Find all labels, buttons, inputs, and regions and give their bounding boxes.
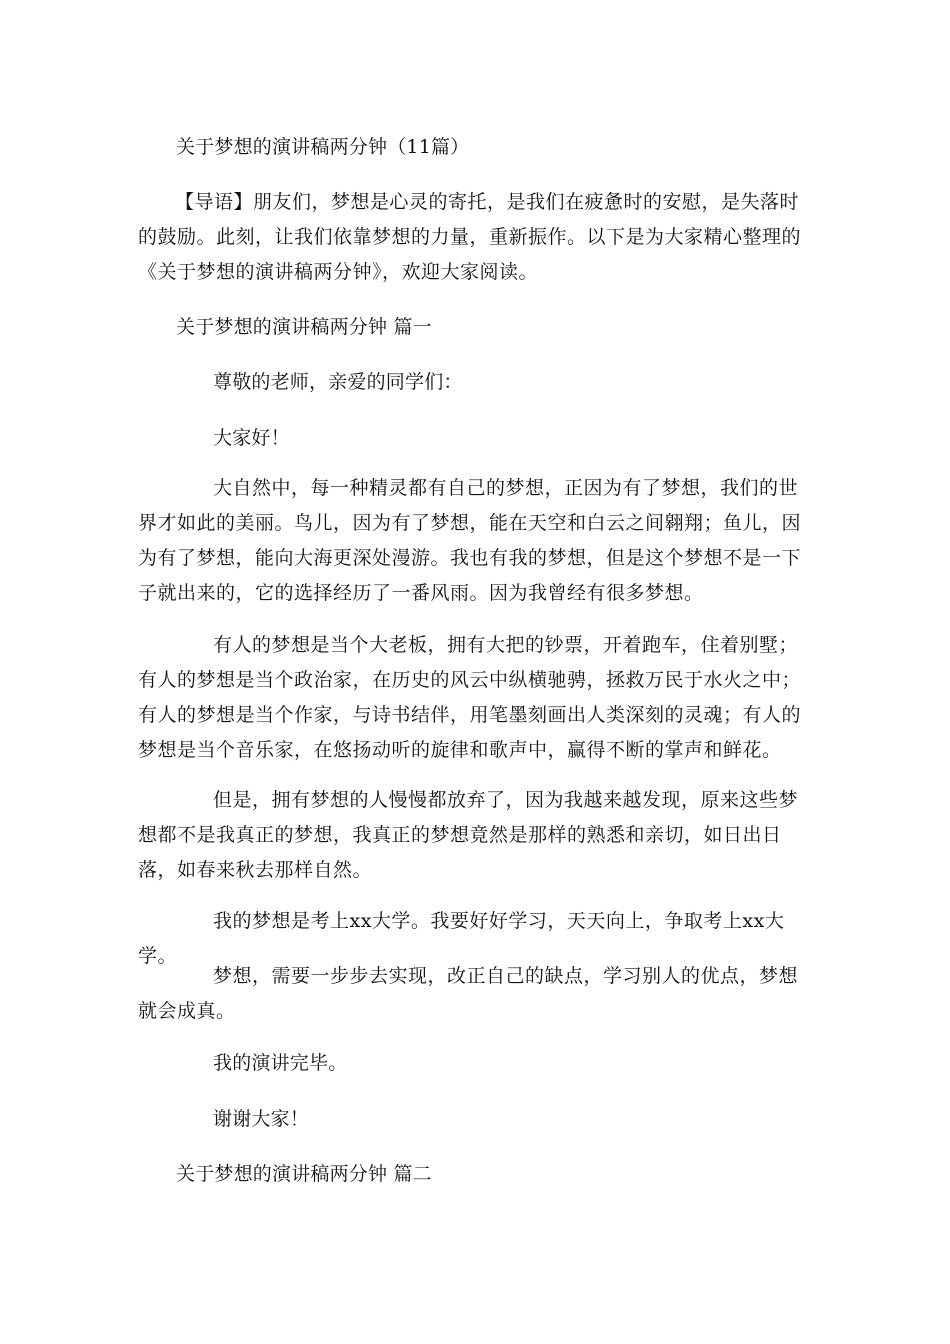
body-paragraph-3: 但是，拥有梦想的人慢慢都放弃了，因为我越来越发现，原来这些梦想都不是我真正的梦想，我真正的梦想竟然是那样的熟悉和亲切，如日出日落，如春来秋去那样自然。 bbox=[138, 789, 799, 881]
section-heading-2: 关于梦想的演讲稿两分钟 篇二 bbox=[176, 1163, 432, 1185]
body-paragraph-4: 我的梦想是考上xx大学。我要好好学习，天天向上，争取考上xx大学。 bbox=[138, 910, 785, 967]
closing-line-1: 我的演讲完毕。 bbox=[213, 1052, 348, 1074]
intro-paragraph: 【导语】朋友们，梦想是心灵的寄托，是我们在疲惫时的安慰，是失落时的鼓励。此刻，让我们依靠梦想的力量，重新振作。以下是为大家精心整理的《关于梦想的演讲稿两分钟》，欢迎大家阅读。 bbox=[138, 191, 802, 283]
document-title: 关于梦想的演讲稿两分钟（11篇） bbox=[176, 136, 470, 158]
body-paragraph-5: 梦想，需要一步步去实现，改正自己的缺点，学习别人的优点，梦想就会成真。 bbox=[138, 965, 799, 1022]
salutation: 尊敬的老师，亲爱的同学们： bbox=[213, 371, 463, 393]
closing-line-2: 谢谢大家！ bbox=[213, 1108, 310, 1130]
section-heading-1: 关于梦想的演讲稿两分钟 篇一 bbox=[176, 316, 432, 338]
greeting: 大家好！ bbox=[213, 427, 290, 449]
body-paragraph-1: 大自然中，每一种精灵都有自己的梦想，正因为有了梦想，我们的世界才如此的美丽。鸟儿，因为有了梦想，能在天空和白云之间翱翔；鱼儿，因为有了梦想，能向大海更深处漫游。我也有我的梦想，但是这个梦想不是一下子就出来的，它的选择经历了一番风雨。因为我曾经有很多梦想。 bbox=[138, 477, 802, 604]
body-paragraph-2: 有人的梦想是当个大老板，拥有大把的钞票，开着跑车，住着别墅；有人的梦想是当个政治家，在历史的风云中纵横驰骋，拯救万民于水火之中；有人的梦想是当个作家，与诗书结伴，用笔墨刻画出人类深刻的灵魂；有人的梦想是当个音乐家，在悠扬动听的旋律和歌声中，赢得不断的掌声和鲜花。 bbox=[138, 634, 802, 761]
